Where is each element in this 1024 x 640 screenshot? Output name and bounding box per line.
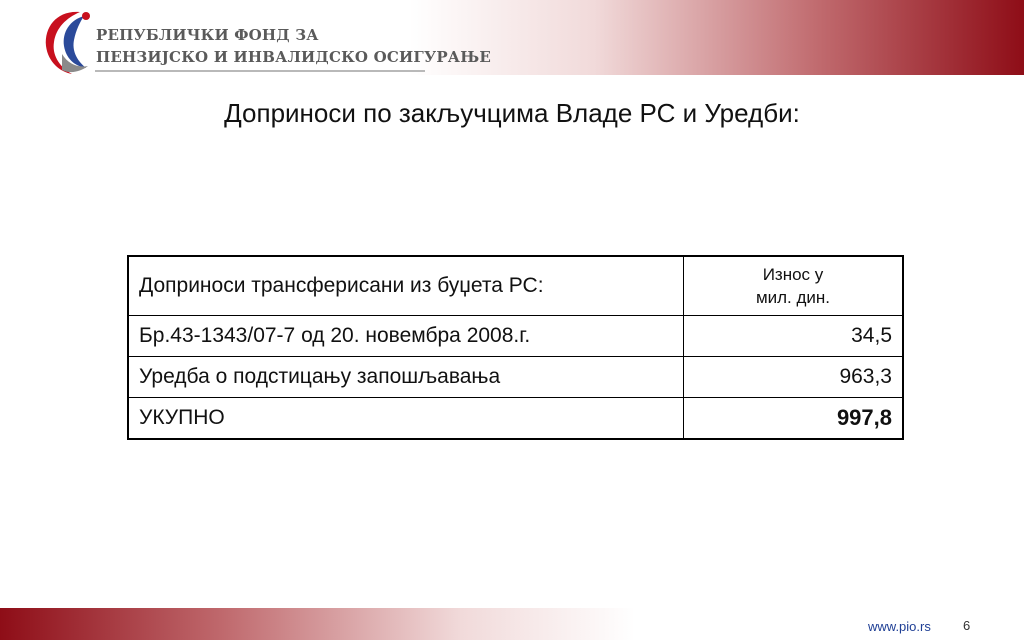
organization-name bbox=[96, 24, 491, 68]
page-number: 6 bbox=[963, 618, 971, 633]
organization-name-line2: ПЕНЗИЈСКО И ИНВАЛИДСКО ОСИГУРАЊЕ bbox=[96, 48, 491, 66]
header-divider bbox=[95, 70, 425, 72]
row-label: Бр.43-1343/07-7 од 20. новембра 2008.г. bbox=[128, 316, 684, 357]
total-amount: 997,8 bbox=[684, 398, 904, 440]
table-header-row bbox=[128, 256, 903, 316]
unit-line1: Износ у bbox=[762, 265, 824, 284]
table-header-unit bbox=[684, 256, 904, 316]
row-label: Уредба о подстицању запошљавања bbox=[128, 357, 684, 398]
fund-logo-icon bbox=[40, 6, 96, 84]
table-row bbox=[128, 357, 903, 398]
slide-title: Доприноси по закључцима Владе РС и Уредби: bbox=[224, 98, 800, 128]
row-amount: 963,3 bbox=[684, 357, 904, 398]
organization-name-line1: РЕПУБЛИЧКИ ФОНД ЗА bbox=[96, 26, 319, 44]
table-row bbox=[128, 316, 903, 357]
table-total-row bbox=[128, 398, 903, 440]
total-label: УКУПНО bbox=[128, 398, 684, 440]
contributions-table bbox=[127, 255, 904, 440]
table-header-label: Доприноси трансферисани из буџета РС: bbox=[128, 256, 684, 316]
unit-line2: мил. дин. bbox=[755, 288, 831, 307]
row-amount: 34,5 bbox=[684, 316, 904, 357]
website-link[interactable]: www.pio.rs bbox=[868, 619, 931, 634]
